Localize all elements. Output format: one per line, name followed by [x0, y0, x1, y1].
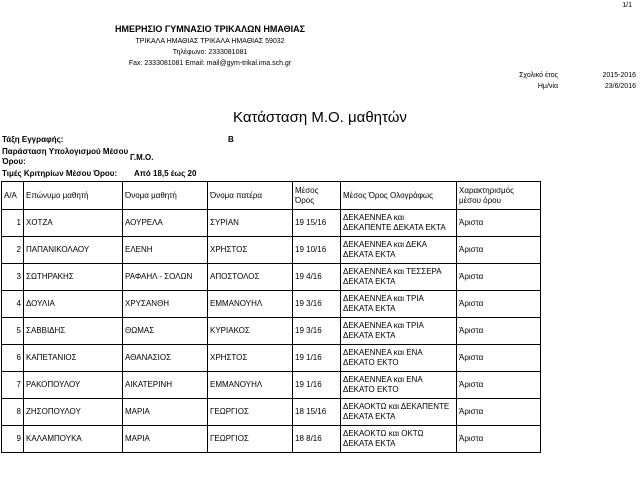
- date-value: 23/6/2016: [604, 83, 636, 90]
- calc-label-1: Παράσταση Υπολογισμού Μέσου: [2, 147, 129, 156]
- cell-average: 19 3/16: [293, 291, 341, 318]
- cell-aa: 4: [2, 291, 24, 318]
- cell-average: 19 3/16: [293, 318, 341, 345]
- cell-surname: ΔΟΥΛΙΑ: [24, 291, 123, 318]
- table-row: [2, 264, 541, 291]
- cell-name: ΑΘΑΝΑΣΙΟΣ: [123, 345, 208, 372]
- col-average: Μέσος Όρος: [293, 182, 341, 210]
- cell-father: ΕΜΜΑΝΟΥΗΛ: [208, 291, 293, 318]
- date-label: Ημ/νία: [537, 83, 558, 90]
- table-row: [2, 237, 541, 264]
- students-table: [1, 181, 541, 453]
- cell-surname: ΚΑΠΕΤΑΝΙΟΣ: [24, 345, 123, 372]
- cell-surname: ΠΑΠΑΝΙΚΟΛΑΟΥ: [24, 237, 123, 264]
- cell-grade: Άριστα: [457, 210, 541, 237]
- cell-average: 19 1/16: [293, 372, 341, 399]
- table-row: [2, 372, 541, 399]
- cell-father: ΧΡΗΣΤΟΣ: [208, 345, 293, 372]
- col-aa: Α/Α: [2, 182, 24, 210]
- cell-name: ΑΟΥΡΕΛΑ: [123, 210, 208, 237]
- school-year-label: Σχολικό έτος: [519, 72, 558, 79]
- col-average-words: Μέσος Όρος Ολογράφως: [341, 182, 457, 210]
- cell-grade: Άριστα: [457, 291, 541, 318]
- cell-aa: 5: [2, 318, 24, 345]
- cell-surname: ΧΟΤΖΑ: [24, 210, 123, 237]
- cell-average-words: ΔΕΚΑΟΚΤΩ και ΟΚΤΩ ΔΕΚΑΤΑ ΕΚΤΑ: [341, 426, 457, 453]
- table-row: [2, 291, 541, 318]
- cell-father: ΓΕΩΡΓΙΟΣ: [208, 426, 293, 453]
- cell-father: ΓΕΩΡΓΙΟΣ: [208, 399, 293, 426]
- school-address: ΤΡΙΚΑΛΑ ΗΜΑΘΙΑΣ ΤΡΙΚΑΛΑ ΗΜΑΘΙΑΣ 59032: [135, 38, 285, 45]
- cell-grade: Άριστα: [457, 399, 541, 426]
- cell-father: ΧΡΗΣΤΟΣ: [208, 237, 293, 264]
- cell-average-words: ΔΕΚΑΕΝΝΕΑ και ΤΡΙΑ ΔΕΚΑΤΑ ΕΚΤΑ: [341, 318, 457, 345]
- cell-name: ΡΑΦΑΗΛ - ΣΟΛΩΝ: [123, 264, 208, 291]
- cell-average: 19 10/16: [293, 237, 341, 264]
- cell-grade: Άριστα: [457, 372, 541, 399]
- school-name: ΗΜΕΡΗΣΙΟ ΓΥΜΝΑΣΙΟ ΤΡΙΚΑΛΩΝ ΗΜΑΘΙΑΣ: [114, 24, 306, 34]
- cell-name: ΑΙΚΑΤΕΡΙΝΗ: [123, 372, 208, 399]
- cell-grade: Άριστα: [457, 264, 541, 291]
- cell-average: 19 15/16: [293, 210, 341, 237]
- cell-father: ΣΥΡΙΑΝ: [208, 210, 293, 237]
- cell-father: ΕΜΜΑΝΟΥΗΛ: [208, 372, 293, 399]
- col-surname: Επώνυμο μαθητή: [24, 182, 123, 210]
- cell-aa: 9: [2, 426, 24, 453]
- cell-average: 19 1/16: [293, 345, 341, 372]
- table-row: [2, 426, 541, 453]
- cell-aa: 2: [2, 237, 24, 264]
- calc-label-2: Όρου:: [2, 157, 26, 166]
- cell-average: 18 8/16: [293, 426, 341, 453]
- col-father: Όνομα πατέρα: [208, 182, 293, 210]
- cell-surname: ΚΑΛΑΜΠΟΥΚΑ: [24, 426, 123, 453]
- cell-surname: ΣΑΒΒΙΔΗΣ: [24, 318, 123, 345]
- page-title: Κατάσταση Μ.Ο. μαθητών: [233, 109, 407, 126]
- class-value: Β: [228, 135, 234, 144]
- class-label: Τάξη Εγγραφής:: [2, 135, 64, 144]
- cell-average-words: ΔΕΚΑΕΝΝΕΑ και ΔΕΚΑΠΕΝΤΕ ΔΕΚΑΤΑ ΕΚΤΑ: [341, 210, 457, 237]
- cell-aa: 1: [2, 210, 24, 237]
- cell-aa: 8: [2, 399, 24, 426]
- cell-aa: 7: [2, 372, 24, 399]
- table-row: [2, 210, 541, 237]
- cell-average: 18 15/16: [293, 399, 341, 426]
- cell-surname: ΖΗΣΟΠΟΥΛΟΥ: [24, 399, 123, 426]
- cell-name: ΜΑΡΙΑ: [123, 399, 208, 426]
- cell-aa: 6: [2, 345, 24, 372]
- cell-aa: 3: [2, 264, 24, 291]
- table-header-row: [2, 182, 541, 210]
- cell-average-words: ΔΕΚΑΕΝΝΕΑ και ΤΡΙΑ ΔΕΚΑΤΑ ΕΚΤΑ: [341, 291, 457, 318]
- table-row: [2, 318, 541, 345]
- school-fax-email: Fax: 2333081081 Email: mail@gym-trikal.ima.sch.gr: [128, 60, 292, 67]
- cell-average-words: ΔΕΚΑΟΚΤΩ και ΔΕΚΑΠΕΝΤΕ ΔΕΚΑΤΑ ΕΚΤΑ: [341, 399, 457, 426]
- cell-father: ΑΠΟΣΤΟΛΟΣ: [208, 264, 293, 291]
- cell-average-words: ΔΕΚΑΕΝΝΕΑ και ΕΝΑ ΔΕΚΑΤΟ ΕΚΤΟ: [341, 345, 457, 372]
- cell-surname: ΣΩΤΗΡΑΚΗΣ: [24, 264, 123, 291]
- cell-name: ΘΩΜΑΣ: [123, 318, 208, 345]
- cell-father: ΚΥΡΙΑΚΟΣ: [208, 318, 293, 345]
- cell-average-words: ΔΕΚΑΕΝΝΕΑ και ΤΕΣΣΕΡΑ ΔΕΚΑΤΑ ΕΚΤΑ: [341, 264, 457, 291]
- cell-average-words: ΔΕΚΑΕΝΝΕΑ και ΕΝΑ ΔΕΚΑΤΟ ΕΚΤΟ: [341, 372, 457, 399]
- cell-average: 19 4/16: [293, 264, 341, 291]
- cell-surname: ΡΑΚΟΠΟΥΛΟΥ: [24, 372, 123, 399]
- cell-name: ΕΛΕΝΗ: [123, 237, 208, 264]
- col-grade: Χαρακτηρισμός μέσου όρου: [457, 182, 541, 210]
- cell-grade: Άριστα: [457, 426, 541, 453]
- school-year-value: 2015-2016: [602, 72, 636, 79]
- page-number: 1/1: [622, 2, 632, 9]
- cell-grade: Άριστα: [457, 318, 541, 345]
- cell-average-words: ΔΕΚΑΕΝΝΕΑ και ΔΕΚΑ ΔΕΚΑΤΑ ΕΚΤΑ: [341, 237, 457, 264]
- cell-grade: Άριστα: [457, 345, 541, 372]
- school-phone: Τηλέφωνο: 2333081081: [172, 49, 248, 56]
- table-row: [2, 399, 541, 426]
- col-name: Όνομα μαθητή: [123, 182, 208, 210]
- calc-value: Γ.Μ.Ο.: [130, 153, 154, 162]
- cell-grade: Άριστα: [457, 237, 541, 264]
- cell-name: ΧΡΥΣΑΝΘΗ: [123, 291, 208, 318]
- range-value: Από 18,5 έως 20: [134, 169, 197, 178]
- cell-name: ΜΑΡΙΑ: [123, 426, 208, 453]
- table-row: [2, 345, 541, 372]
- range-label: Τιμές Κριτηρίων Μέσου Όρου:: [2, 169, 118, 178]
